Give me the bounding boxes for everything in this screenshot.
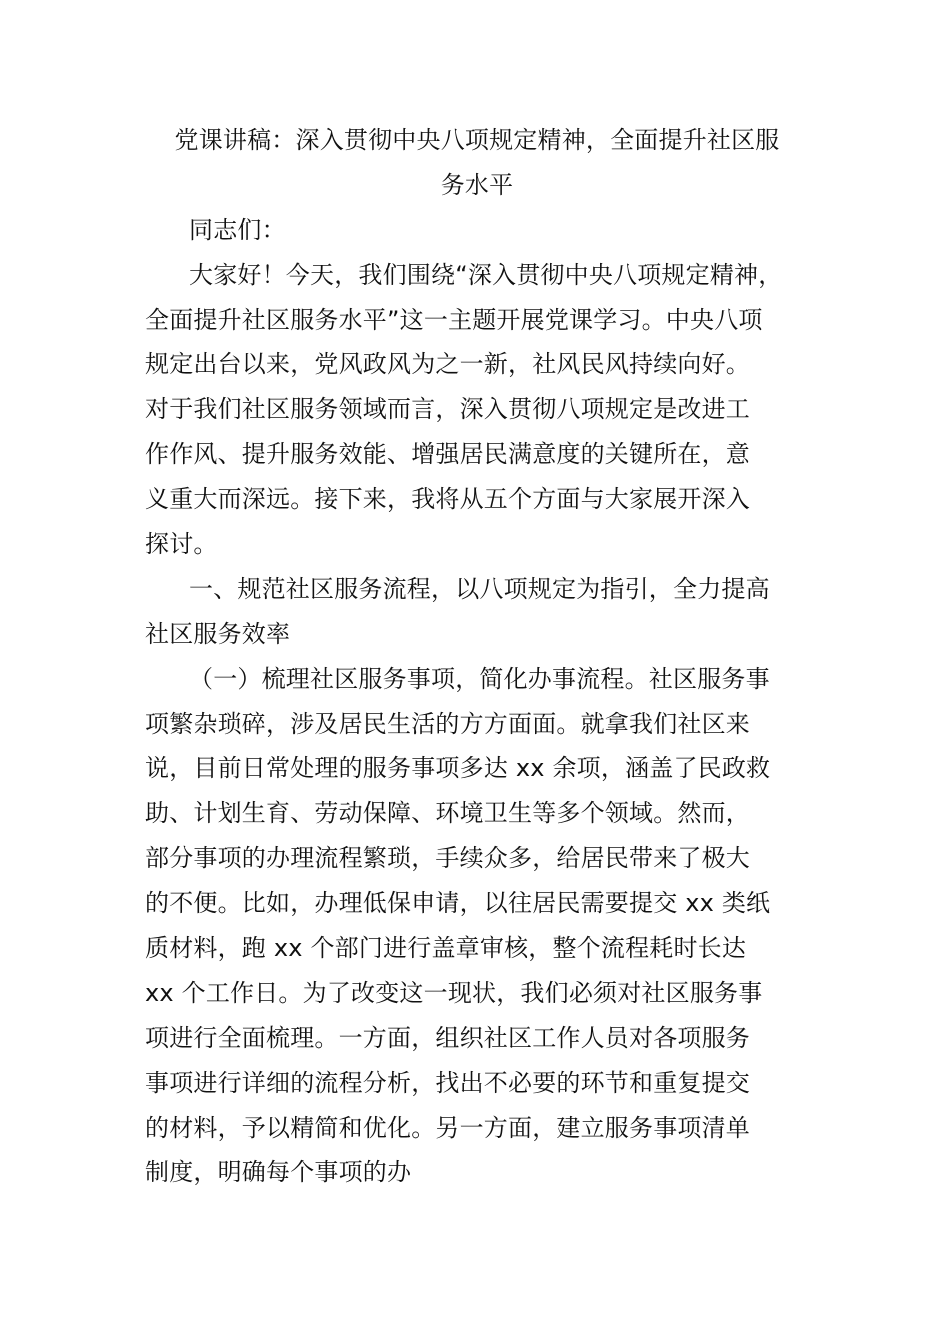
paragraph-line: （一）梳理社区服务事项，简化办事流程。社区服务事 <box>189 664 770 693</box>
title-line-1: 党课讲稿：深入贯彻中央八项规定精神，全面提升社区服 <box>174 126 780 154</box>
intro-paragraph <box>145 253 809 567</box>
heading-line: 社区服务效率 <box>145 619 291 648</box>
paragraph-line: 义重大而深远。接下来，我将从五个方面与大家展开深入 <box>145 485 750 514</box>
paragraph-line: 说，目前日常处理的服务事项多达 xx 余项，涵盖了民政救 <box>145 754 771 783</box>
document-body <box>145 118 809 1195</box>
paragraph-line: 探讨。 <box>145 530 218 559</box>
heading-line: 一、规范社区服务流程，以八项规定为指引，全力提高 <box>189 574 770 603</box>
salutation: 同志们： <box>189 215 286 244</box>
section-heading-1 <box>145 567 809 657</box>
paragraph-line: 部分事项的办理流程繁琐，手续众多，给居民带来了极大 <box>145 844 750 873</box>
paragraph-line: 质材料，跑 xx 个部门进行盖章审核，整个流程耗时长达 <box>145 934 747 963</box>
paragraph-line: 制度，明确每个事项的办 <box>145 1158 412 1187</box>
paragraph-line: 事项进行详细的流程分析，找出不必要的环节和重复提交 <box>145 1068 750 1097</box>
paragraph-line: 作作风、提升服务效能、增强居民满意度的关键所在，意 <box>145 440 750 469</box>
paragraph-line: 大家好！今天，我们围绕“深入贯彻中央八项规定精神， <box>189 260 783 289</box>
subsection-1-1 <box>145 657 809 1196</box>
paragraph-line: 项繁杂琐碎，涉及居民生活的方方面面。就拿我们社区来 <box>145 709 750 738</box>
paragraph-line: 的材料，予以精简和优化。另一方面，建立服务事项清单 <box>145 1113 750 1142</box>
paragraph-line: 全面提升社区服务水平”这一主题开展党课学习。中央八项 <box>145 305 763 334</box>
paragraph-line: xx 个工作日。为了改变这一现状，我们必须对社区服务事 <box>145 978 763 1007</box>
paragraph-line: 对于我们社区服务领域而言，深入贯彻八项规定是改进工 <box>145 395 750 424</box>
document-title <box>145 118 809 208</box>
paragraph-line: 助、计划生育、劳动保障、环境卫生等多个领域。然而， <box>145 799 750 828</box>
paragraph-line: 项进行全面梳理。一方面，组织社区工作人员对各项服务 <box>145 1023 750 1052</box>
title-line-2: 务水平 <box>440 170 514 199</box>
paragraph-line: 规定出台以来，党风政风为之一新，社风民风持续向好。 <box>145 350 750 379</box>
paragraph-line: 的不便。比如，办理低保申请，以往居民需要提交 xx 类纸 <box>145 889 771 918</box>
